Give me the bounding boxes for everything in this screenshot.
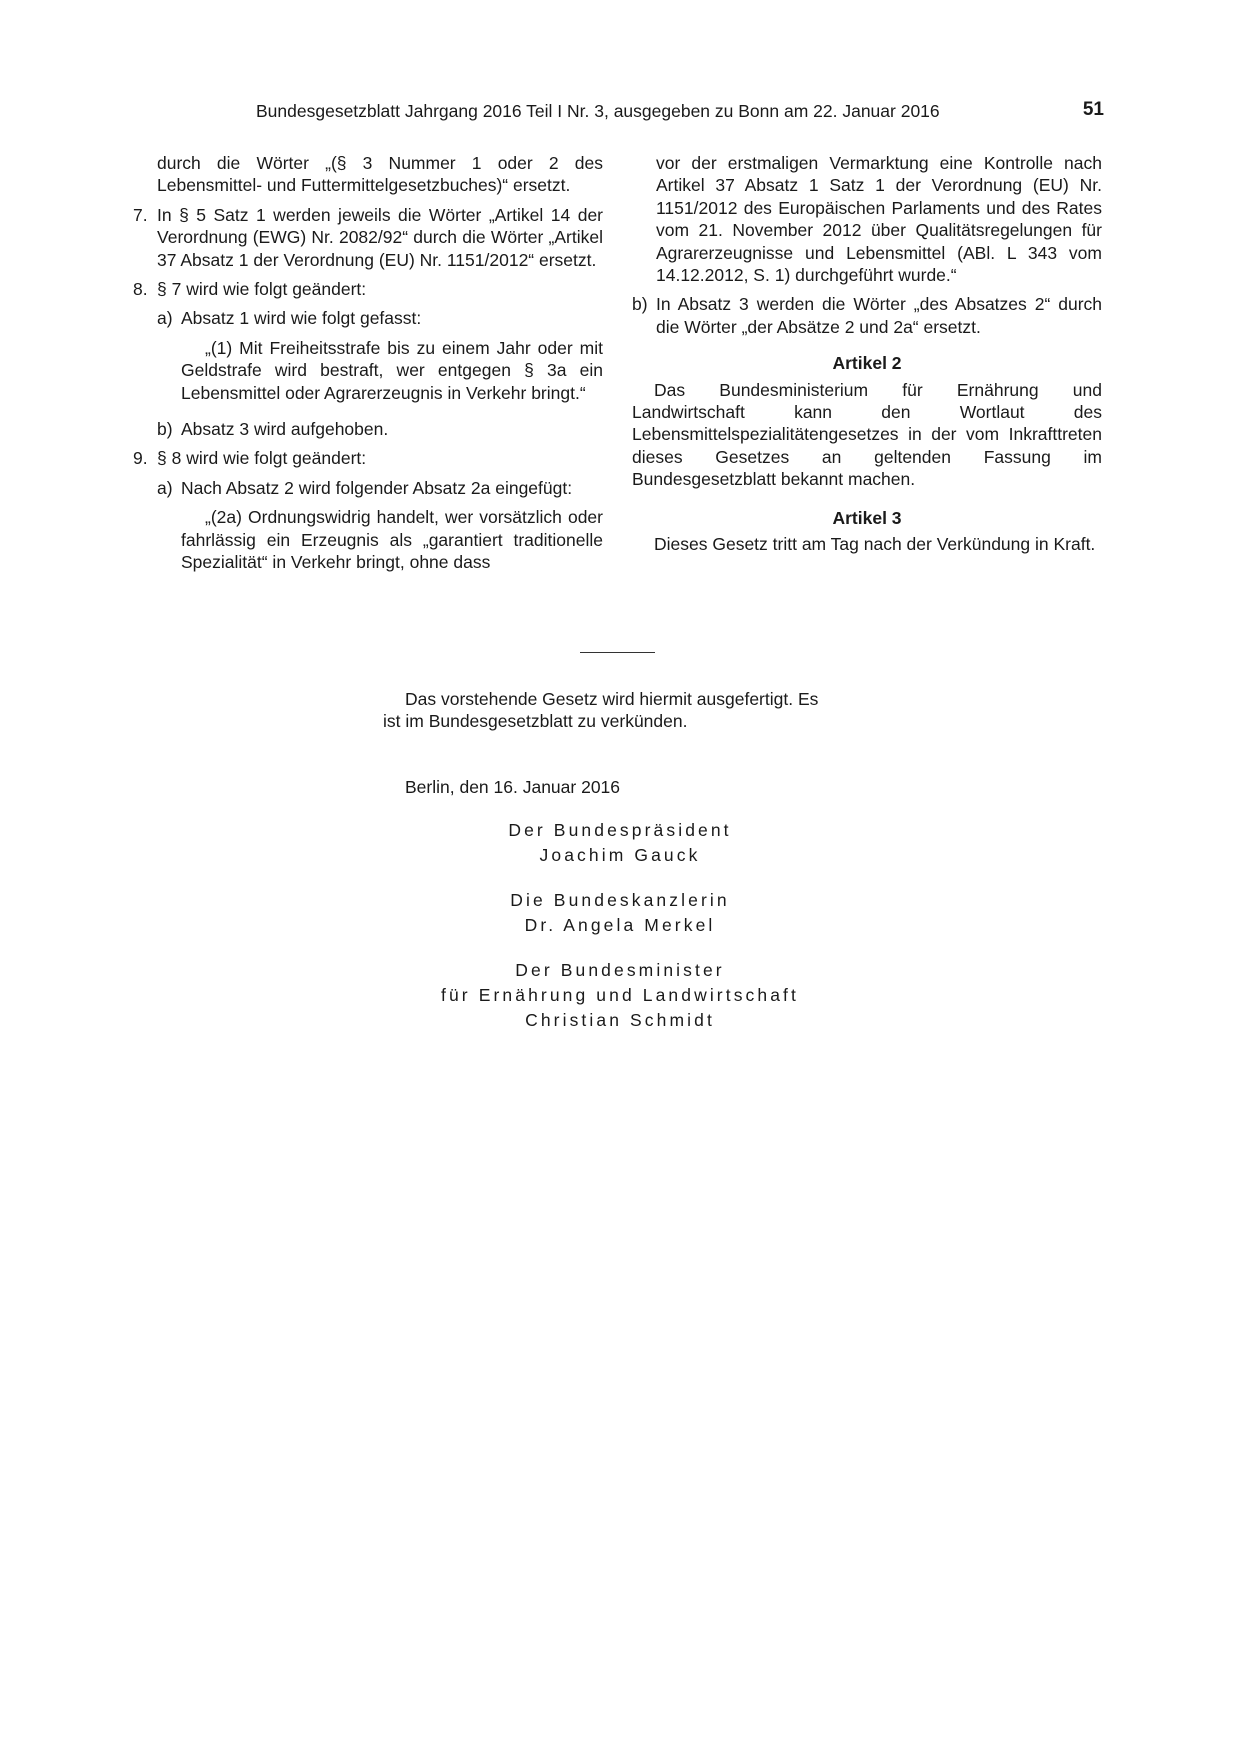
article-2-heading: Artikel 2 [832,353,902,374]
quoted-paragraph: „(2a) Ordnungswidrig handelt, wer vorsätzlich oder fahrlässig ein Erzeugnis als „garantiert traditionelle Spezialität“ in Verkehr bringt, ohne dass [181,507,603,573]
article-3-heading: Artikel 3 [832,507,902,528]
item-number: 9. [133,448,148,469]
signatory-title: Der Bundesminister [515,960,725,980]
subitem-letter: b) [632,294,648,315]
subitem-9b [632,293,1102,338]
subitem-text: Nach Absatz 2 wird folgender Absatz 2a eingefügt: [181,477,573,498]
subitem-9a [157,477,603,581]
continuation-text: durch die Wörter „(§ 3 Nummer 1 oder 2 des Lebensmittel- und Futtermittelgesetzbuches)“ ersetzt. [157,153,603,196]
place-date: Berlin, den 16. Januar 2016 [405,777,621,797]
signatory-title: Der Bundespräsident [508,820,732,840]
item-text: § 8 wird wie folgt geändert: [157,448,367,469]
enactment-line-1: Das vorstehende Gesetz wird hiermit ausgefertigt. Es [405,689,819,709]
subitem-text: In Absatz 3 werden die Wörter „des Absatzes 2“ durch die Wörter „der Absätze 2 und 2a“ ersetzt. [656,294,1102,337]
right-column [632,152,1102,556]
item-number: 8. [133,279,148,300]
list-item-9 [133,447,603,469]
item-text: § 7 wird wie folgt geändert: [157,279,367,300]
item-text: In § 5 Satz 1 werden jeweils die Wörter „Artikel 14 der Verordnung (EWG) Nr. 2082/92“ durch die Wörter „Artikel 37 Absatz 1 der Verordnung (EU) Nr. 1151/2012“ ersetzt. [157,204,603,270]
subitem-text: Absatz 3 wird aufgehoben. [181,419,389,440]
subitem-8a [157,307,603,411]
list-item-7 [133,204,603,271]
enactment-clause [383,688,853,733]
running-header: Bundesgesetzblatt Jahrgang 2016 Teil I Nr. 3, ausgegeben zu Bonn am 22. Januar 2016 [256,101,940,121]
signature-minister [380,958,860,1033]
page-number: 51 [1082,99,1104,120]
subitem-letter: a) [157,308,173,329]
subitem-letter: b) [157,419,173,440]
article-2-text: Das Bundesministerium für Ernährung und Landwirtschaft kann den Wortlaut des Lebensmittelspezialitätengesetzes in der vom Inkrafttreten dieses Gesetzes an geltenden Fassung im Bundesgesetzblatt bekannt machen. [632,379,1102,490]
subitem-text: Absatz 1 wird wie folgt gefasst: [181,308,422,329]
signature-president [380,818,860,868]
article-3-text: Dieses Gesetz tritt am Tag nach der Verkündung in Kraft. [654,534,1096,555]
signatory-name: Christian Schmidt [525,1010,715,1030]
quoted-paragraph: „(1) Mit Freiheitsstrafe bis zu einem Jahr oder mit Geldstrafe wird bestraft, wer entgegen § 3a ein Lebensmittel oder Agrarerzeugnis in Verkehr bringt.“ [181,337,603,403]
subitem-8b [157,418,603,440]
signatory-title-2: für Ernährung und Landwirtschaft [441,985,799,1005]
list-item-8 [133,278,603,300]
left-column [133,152,603,588]
signature-chancellor [380,888,860,938]
item-number: 7. [133,204,148,225]
subitem-letter: a) [157,477,173,498]
signatory-name: Joachim Gauck [539,845,701,865]
section-divider [580,652,655,653]
enactment-line-2: ist im Bundesgesetzblatt zu verkünden. [383,711,688,732]
signatory-name: Dr. Angela Merkel [524,915,716,935]
signatory-title: Die Bundeskanzlerin [510,890,730,910]
continuation-text: vor der erstmaligen Vermarktung eine Kontrolle nach Artikel 37 Absatz 1 Satz 1 der Verordnung (EU) Nr. 1151/2012 des Europäischen Parlaments und des Rates vom 21. November 2012 über Qualitätsregelungen für Agrarerzeugnisse und Lebensmittel (ABl. L 343 vom 14.12.2012, S. 1) durchgeführt wurde.“ [656,153,1102,286]
signatures [380,818,860,1053]
